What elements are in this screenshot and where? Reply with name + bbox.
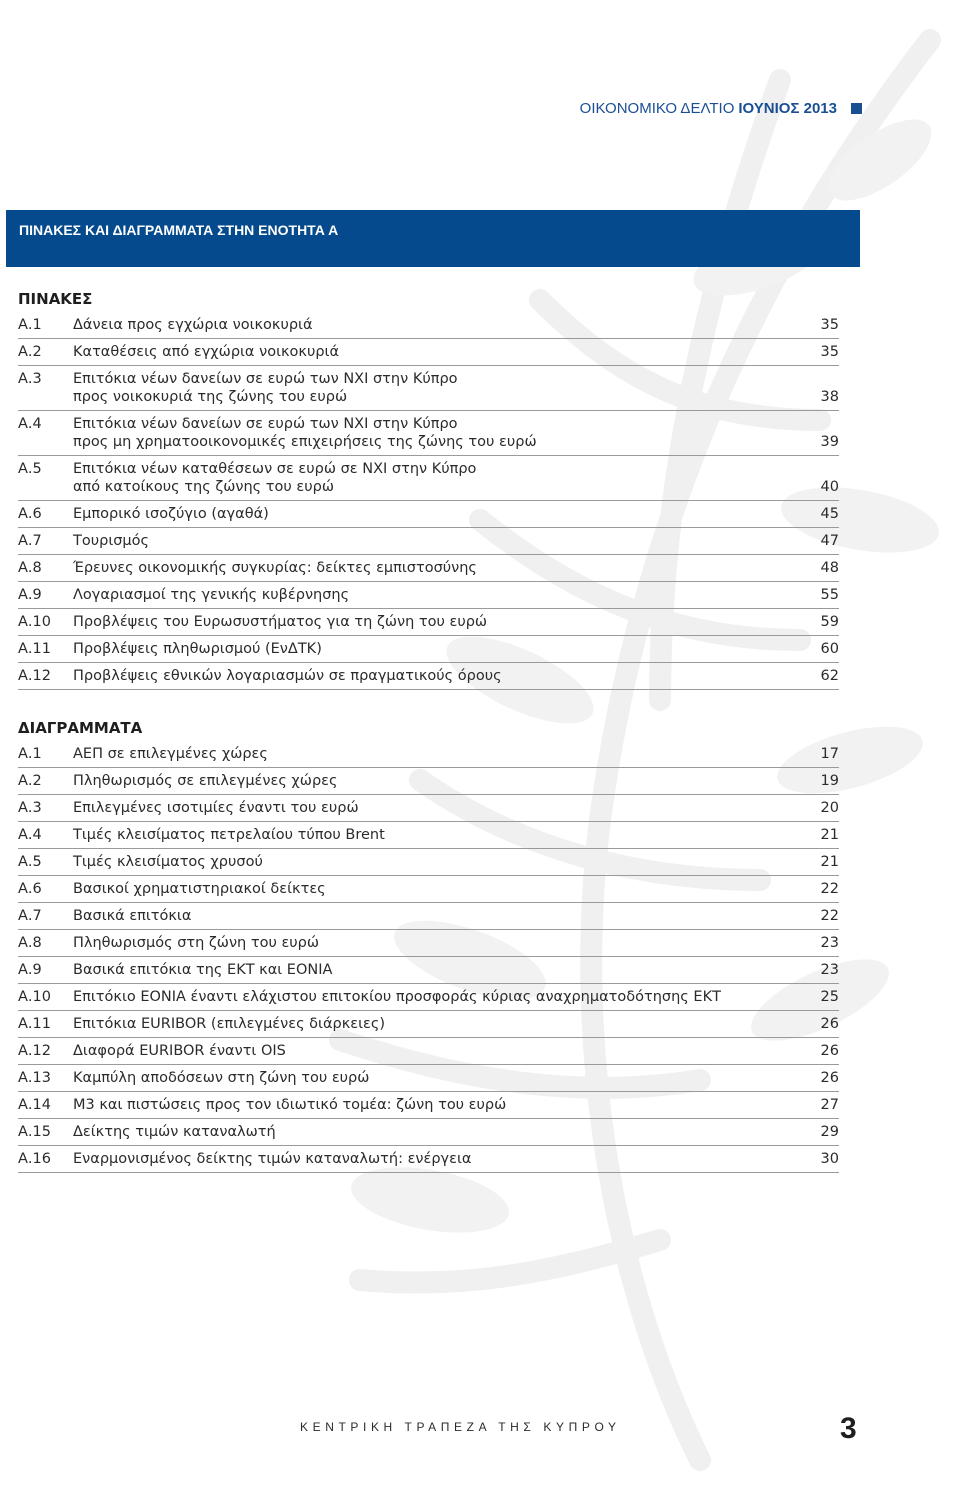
- item-number: Α.8: [18, 935, 42, 951]
- item-title: [73, 586, 799, 604]
- header-issue: ΙΟΥΝΙΟΣ 2013: [738, 100, 837, 117]
- item-page: 26: [820, 1070, 839, 1086]
- item-number: Α.10: [18, 989, 51, 1005]
- tables-list: [18, 312, 839, 690]
- item-title: [73, 1123, 799, 1141]
- item-number: Α.7: [18, 533, 42, 549]
- item-title: [73, 415, 799, 451]
- item-title: [73, 772, 799, 790]
- item-page: 35: [820, 344, 839, 360]
- item-title-line: Καταθέσεις από εγχώρια νοικοκυριά: [73, 344, 339, 360]
- chart-entry-row[interactable]: [18, 795, 839, 822]
- item-page: 29: [820, 1124, 839, 1140]
- item-title-line: Τιμές κλεισίματος πετρελαίου τύπου Brent: [73, 827, 385, 843]
- item-number: Α.10: [18, 614, 51, 630]
- item-number: Α.7: [18, 908, 42, 924]
- chart-entry-row[interactable]: [18, 768, 839, 795]
- item-number: Α.12: [18, 1043, 51, 1059]
- section-banner: [6, 210, 860, 267]
- header-square-icon: [851, 103, 862, 114]
- item-title-line: Τουρισμός: [73, 533, 150, 549]
- item-page: 45: [820, 506, 839, 522]
- item-title: [73, 907, 799, 925]
- table-entry-row[interactable]: [18, 609, 839, 636]
- page-number: 3: [840, 1412, 857, 1445]
- chart-entry-row[interactable]: [18, 957, 839, 984]
- item-page: 48: [820, 560, 839, 576]
- item-title-line: Επιτόκια EURIBOR (επιλεγμένες διάρκειες): [73, 1016, 386, 1032]
- banner-title: ΠΙΝΑΚΕΣ ΚΑΙ ΔΙΑΓΡΑΜΜΑΤΑ ΣΤΗΝ ΕΝΟΤΗΤΑ Α: [19, 222, 339, 238]
- chart-entry-row[interactable]: [18, 1146, 839, 1173]
- item-title: [73, 826, 799, 844]
- table-entry-row[interactable]: [18, 636, 839, 663]
- item-title-line: Τιμές κλεισίματος χρυσού: [73, 854, 263, 870]
- table-entry-row[interactable]: [18, 339, 839, 366]
- chart-entry-row[interactable]: [18, 984, 839, 1011]
- item-title-line: ΑΕΠ σε επιλεγμένες χώρες: [73, 746, 268, 762]
- item-title: [73, 613, 799, 631]
- item-title: [73, 370, 799, 406]
- item-number: Α.5: [18, 854, 42, 870]
- item-page: 38: [820, 389, 839, 405]
- item-title: [73, 505, 799, 523]
- item-number: Α.3: [18, 800, 42, 816]
- item-title-line: Έρευνες οικονομικής συγκυρίας: δείκτες εμπιστοσύνης: [73, 560, 477, 576]
- item-number: Α.11: [18, 641, 51, 657]
- item-title-line: Προβλέψεις πληθωρισμού (ΕνΔΤΚ): [73, 641, 322, 657]
- item-title-line: προς μη χρηματοοικονομικές επιχειρήσεις της ζώνης του ευρώ: [73, 434, 537, 450]
- item-title-line: Επιλεγμένες ισοτιμίες έναντι του ευρώ: [73, 800, 359, 816]
- item-page: 60: [820, 641, 839, 657]
- item-page: 39: [820, 434, 839, 450]
- header-publication: ΟΙΚΟΝΟΜΙΚΟ ΔΕΛΤΙΟ: [579, 100, 735, 117]
- item-number: Α.6: [18, 506, 42, 522]
- item-title: [73, 934, 799, 952]
- item-page: 23: [820, 935, 839, 951]
- item-title: [73, 1015, 799, 1033]
- chart-entry-row[interactable]: [18, 1119, 839, 1146]
- item-number: Α.12: [18, 668, 51, 684]
- item-title-line: Επιτόκια νέων δανείων σε ευρώ των ΝΧΙ στην Κύπρο: [73, 416, 458, 432]
- item-title-line: Βασικά επιτόκια της ΕΚΤ και EONIA: [73, 962, 333, 978]
- item-number: Α.13: [18, 1070, 51, 1086]
- table-entry-row[interactable]: [18, 366, 839, 411]
- chart-entry-row[interactable]: [18, 930, 839, 957]
- item-title-line: Επιτόκια νέων καταθέσεων σε ευρώ σε ΝΧΙ στην Κύπρο: [73, 461, 477, 477]
- item-title-line: από κατοίκους της ζώνης του ευρώ: [73, 479, 334, 495]
- item-title-line: Δείκτης τιμών καταναλωτή: [73, 1124, 276, 1140]
- table-entry-row[interactable]: [18, 663, 839, 690]
- item-page: 55: [820, 587, 839, 603]
- item-page: 40: [820, 479, 839, 495]
- item-title-line: Επιτόκιο EONIA έναντι ελάχιστου επιτοκίου προσφοράς κύριας αναχρηματοδότησης ΕΚΤ: [73, 989, 721, 1005]
- table-entry-row[interactable]: [18, 456, 839, 501]
- item-title: [73, 799, 799, 817]
- item-title-line: Διαφορά EURIBOR έναντι OIS: [73, 1043, 286, 1059]
- item-page: 25: [820, 989, 839, 1005]
- item-title-line: Βασικοί χρηματιστηριακοί δείκτες: [73, 881, 326, 897]
- item-page: 22: [820, 881, 839, 897]
- item-page: 23: [820, 962, 839, 978]
- item-number: Α.1: [18, 746, 42, 762]
- item-page: 30: [820, 1151, 839, 1167]
- item-page: 62: [820, 668, 839, 684]
- item-title: [73, 640, 799, 658]
- item-title-line: M3 και πιστώσεις προς τον ιδιωτικό τομέα: ζώνη του ευρώ: [73, 1097, 507, 1113]
- chart-entry-row[interactable]: [18, 1038, 839, 1065]
- item-page: 21: [820, 827, 839, 843]
- footer-bank-name: ΚΕΝΤΡΙΚΗ ΤΡΑΠΕΖΑ ΤΗΣ ΚΥΠΡΟΥ: [300, 1420, 621, 1434]
- item-title-line: Δάνεια προς εγχώρια νοικοκυριά: [73, 317, 313, 333]
- page-header: [580, 100, 862, 117]
- item-number: Α.9: [18, 587, 42, 603]
- item-title-line: Καμπύλη αποδόσεων στη ζώνη του ευρώ: [73, 1070, 370, 1086]
- item-title-line: Πληθωρισμός στη ζώνη του ευρώ: [73, 935, 320, 951]
- item-title-line: Πληθωρισμός σε επιλεγμένες χώρες: [73, 773, 338, 789]
- item-number: Α.2: [18, 773, 42, 789]
- table-entry-row[interactable]: [18, 555, 839, 582]
- item-title: [73, 1069, 799, 1087]
- chart-entry-row[interactable]: [18, 741, 839, 768]
- item-title-line: Προβλέψεις του Ευρωσυστήματος για τη ζώνη του ευρώ: [73, 614, 488, 630]
- item-title: [73, 316, 799, 334]
- item-number: Α.6: [18, 881, 42, 897]
- item-title-line: Εναρμονισμένος δείκτης τιμών καταναλωτή: ενέργεια: [73, 1151, 472, 1167]
- item-number: Α.4: [18, 416, 42, 432]
- tables-heading: ΠΙΝΑΚΕΣ: [18, 290, 93, 308]
- item-page: 20: [820, 800, 839, 816]
- item-page: 22: [820, 908, 839, 924]
- chart-entry-row[interactable]: [18, 1065, 839, 1092]
- item-number: Α.1: [18, 317, 42, 333]
- item-title: [73, 1042, 799, 1060]
- item-number: Α.9: [18, 962, 42, 978]
- charts-list: [18, 741, 839, 1173]
- item-number: Α.14: [18, 1097, 51, 1113]
- item-number: Α.11: [18, 1016, 51, 1032]
- item-title: [73, 532, 799, 550]
- item-page: 35: [820, 317, 839, 333]
- item-number: Α.15: [18, 1124, 51, 1140]
- charts-heading: ΔΙΑΓΡΑΜΜΑΤΑ: [18, 719, 143, 737]
- item-title: [73, 880, 799, 898]
- item-page: 47: [820, 533, 839, 549]
- item-page: 17: [820, 746, 839, 762]
- item-title: [73, 745, 799, 763]
- item-number: Α.4: [18, 827, 42, 843]
- item-title-line: προς νοικοκυριά της ζώνης του ευρώ: [73, 389, 348, 405]
- chart-entry-row[interactable]: [18, 849, 839, 876]
- item-title-line: Επιτόκια νέων δανείων σε ευρώ των ΝΧΙ στην Κύπρο: [73, 371, 458, 387]
- table-entry-row[interactable]: [18, 312, 839, 339]
- item-title: [73, 1096, 799, 1114]
- item-title-line: Προβλέψεις εθνικών λογαριασμών σε πραγματικούς όρους: [73, 668, 502, 684]
- table-entry-row[interactable]: [18, 582, 839, 609]
- tables-section: [18, 286, 839, 690]
- item-title-line: Λογαριασμοί της γενικής κυβέρνησης: [73, 587, 350, 603]
- item-page: 19: [820, 773, 839, 789]
- item-title: [73, 988, 799, 1006]
- item-title: [73, 1150, 799, 1168]
- item-number: Α.3: [18, 371, 42, 387]
- item-number: Α.16: [18, 1151, 51, 1167]
- item-page: 26: [820, 1043, 839, 1059]
- item-title: [73, 667, 799, 685]
- item-page: 26: [820, 1016, 839, 1032]
- chart-entry-row[interactable]: [18, 1092, 839, 1119]
- item-title: [73, 961, 799, 979]
- item-title: [73, 853, 799, 871]
- item-page: 27: [820, 1097, 839, 1113]
- charts-section: [18, 715, 839, 1173]
- item-page: 59: [820, 614, 839, 630]
- chart-entry-row[interactable]: [18, 876, 839, 903]
- item-number: Α.2: [18, 344, 42, 360]
- item-title: [73, 343, 799, 361]
- table-entry-row[interactable]: [18, 501, 839, 528]
- chart-entry-row[interactable]: [18, 903, 839, 930]
- table-entry-row[interactable]: [18, 411, 839, 456]
- table-entry-row[interactable]: [18, 528, 839, 555]
- chart-entry-row[interactable]: [18, 1011, 839, 1038]
- item-number: Α.5: [18, 461, 42, 477]
- item-title-line: Εμπορικό ισοζύγιο (αγαθά): [73, 506, 269, 522]
- chart-entry-row[interactable]: [18, 822, 839, 849]
- item-page: 21: [820, 854, 839, 870]
- item-title-line: Βασικά επιτόκια: [73, 908, 192, 924]
- item-title: [73, 559, 799, 577]
- item-title: [73, 460, 799, 496]
- item-number: Α.8: [18, 560, 42, 576]
